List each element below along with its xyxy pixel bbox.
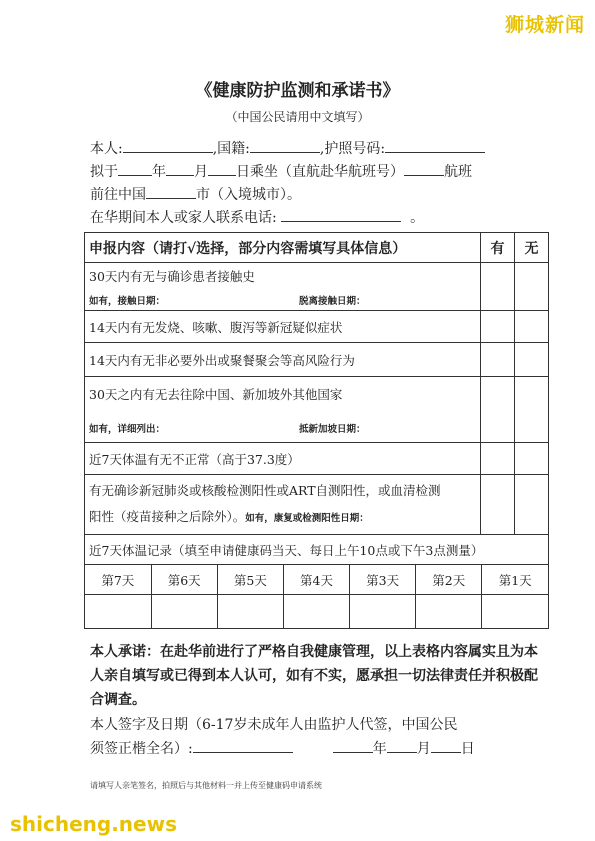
row-text: 30天之内有无去往除中国、新加坡外其他国家 bbox=[89, 386, 343, 402]
signature-instruction: 本人签字及日期（6-17岁未成年人由监护人代签，中国公民 bbox=[90, 717, 458, 733]
page-title: 《健康防护监测和承诺书》 bbox=[195, 81, 400, 101]
plan-day-field[interactable] bbox=[208, 161, 236, 176]
personal-line-3 bbox=[90, 184, 301, 204]
personal-line-1 bbox=[90, 138, 485, 158]
table-row bbox=[85, 311, 549, 343]
yes-checkbox[interactable] bbox=[481, 377, 515, 443]
passport-field[interactable] bbox=[385, 138, 485, 153]
yes-checkbox[interactable] bbox=[481, 343, 515, 377]
temperature-field[interactable] bbox=[217, 595, 283, 628]
no-checkbox[interactable] bbox=[515, 443, 549, 475]
city-label: 市（入境城市）。 bbox=[196, 187, 301, 203]
flight-number-field[interactable] bbox=[404, 161, 444, 176]
no-checkbox[interactable] bbox=[515, 343, 549, 377]
yes-checkbox[interactable] bbox=[481, 311, 515, 343]
contact-label: 在华期间本人或家人联系电话: bbox=[90, 210, 277, 226]
day-label: 第1天 bbox=[498, 572, 532, 588]
table-header-yes: 有 bbox=[481, 233, 515, 263]
recovery-date-label: 如有，康复或检测阳性日期： bbox=[245, 512, 369, 524]
day-label: 第7天 bbox=[85, 565, 151, 594]
flight-label: 航班 bbox=[444, 164, 472, 180]
sign-year-field[interactable] bbox=[333, 738, 373, 753]
no-checkbox[interactable] bbox=[515, 377, 549, 443]
table-row bbox=[85, 443, 549, 475]
yes-checkbox[interactable] bbox=[481, 263, 515, 311]
row-text: 有无确诊新冠肺炎或核酸检测阳性或ART自测阳性，或血清检测 bbox=[89, 482, 441, 498]
day-label: 第5天 bbox=[217, 565, 283, 594]
personal-line-2 bbox=[90, 161, 472, 181]
sign-month-label: 月 bbox=[416, 741, 431, 757]
nationality-field[interactable] bbox=[250, 138, 320, 153]
contact-phone-field[interactable] bbox=[281, 207, 401, 222]
sign-year-label: 年 bbox=[372, 741, 387, 757]
watermark-logo-bottom: shicheng.news bbox=[10, 812, 177, 836]
no-checkbox[interactable] bbox=[515, 475, 549, 535]
arrival-date-label: 抵新加坡日期： bbox=[299, 423, 366, 435]
temperature-field[interactable] bbox=[482, 595, 548, 628]
contact-date-label: 如有，接触日期： bbox=[89, 295, 166, 307]
row-text: 近7天体温有无不正常（高于37.3度） bbox=[85, 443, 481, 475]
table-row bbox=[85, 343, 549, 377]
declaration-table bbox=[84, 232, 549, 629]
month-label: 月 bbox=[194, 164, 208, 180]
footnote: 请填写人亲笔签名，拍照后与其他材料一并上传至健康码申请系统 bbox=[90, 781, 322, 790]
row-text-continued: 阳性（疫苗接种之后除外）。 bbox=[89, 508, 246, 524]
day-label: 第6天 bbox=[151, 565, 217, 594]
temperature-values-row bbox=[85, 595, 548, 628]
temperature-field[interactable] bbox=[283, 595, 349, 628]
page-subtitle: （中国公民请用中文填写） bbox=[225, 110, 370, 124]
signature-field[interactable] bbox=[193, 738, 293, 753]
signature-section bbox=[90, 713, 540, 761]
plan-month-field[interactable] bbox=[166, 161, 194, 176]
detail-list-label: 如有，详细列出： bbox=[89, 423, 166, 435]
leave-contact-date-label: 脱离接触日期： bbox=[299, 295, 366, 307]
day-label: 第4天 bbox=[283, 565, 349, 594]
name-field[interactable] bbox=[123, 138, 213, 153]
no-checkbox[interactable] bbox=[515, 311, 549, 343]
pledge-statement: 本人承诺：在赴华前进行了严格自我健康管理，以上表格内容属实且为本人亲自填写或已得到本人认可，如有不实，愿承担一切法律责任并积极配合调查。 bbox=[90, 644, 538, 708]
temperature-record-label: 近7天体温记录（填至申请健康码当天、每日上午10点或下午3点测量） bbox=[85, 535, 549, 565]
nationality-label: ,国籍: bbox=[212, 141, 250, 157]
table-header-no: 无 bbox=[515, 233, 549, 263]
row-text: 30天内有无与确诊患者接触史 bbox=[89, 268, 255, 284]
temperature-field[interactable] bbox=[151, 595, 217, 628]
temperature-days-row bbox=[85, 565, 548, 594]
personal-line-4 bbox=[90, 207, 424, 227]
no-checkbox[interactable] bbox=[515, 263, 549, 311]
temperature-field[interactable] bbox=[416, 595, 482, 628]
signature-label: 须签正楷全名）: bbox=[90, 741, 193, 757]
sign-month-field[interactable] bbox=[387, 738, 417, 753]
passport-label: ,护照号码: bbox=[319, 141, 386, 157]
sign-day-field[interactable] bbox=[431, 738, 461, 753]
row-text: 14天内有无发烧、咳嗽、腹泻等新冠疑似症状 bbox=[85, 311, 481, 343]
watermark-logo-top: 狮城新闻 bbox=[504, 14, 585, 36]
table-row bbox=[85, 475, 549, 535]
table-header-content: 申报内容（请打√选择，部分内容需填写具体信息） bbox=[85, 233, 481, 263]
plan-year-field[interactable] bbox=[118, 161, 152, 176]
row-text: 14天内有无非必要外出或聚餐聚会等高风险行为 bbox=[85, 343, 481, 377]
sign-day-label: 日 bbox=[460, 741, 475, 757]
yes-checkbox[interactable] bbox=[481, 443, 515, 475]
temperature-field[interactable] bbox=[85, 595, 151, 628]
city-field[interactable] bbox=[146, 184, 196, 199]
name-label: 本人: bbox=[90, 141, 123, 157]
day-label: 第3天 bbox=[350, 565, 416, 594]
yes-checkbox[interactable] bbox=[481, 475, 515, 535]
temperature-field[interactable] bbox=[350, 595, 416, 628]
table-row bbox=[85, 263, 549, 311]
day-label: 第2天 bbox=[416, 565, 482, 594]
plan-label: 拟于 bbox=[90, 164, 118, 180]
destination-label: 前往中国 bbox=[90, 187, 146, 203]
table-row bbox=[85, 377, 549, 443]
year-label: 年 bbox=[152, 164, 166, 180]
contact-end: 。 bbox=[410, 210, 425, 226]
flight-info-label: 日乘坐（直航赴华航班号） bbox=[236, 164, 404, 180]
